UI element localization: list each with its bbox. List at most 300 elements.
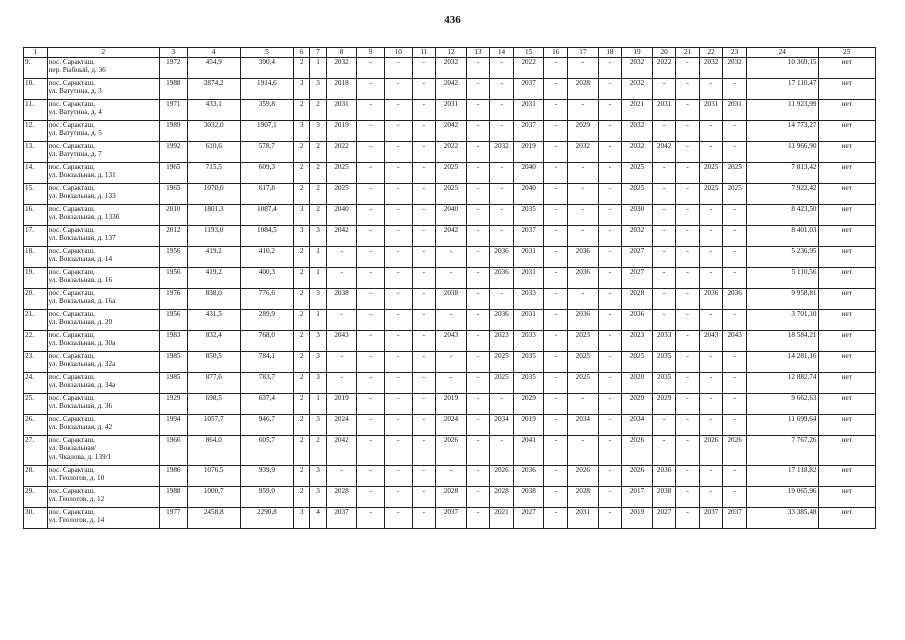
- cell-col-23: 2025: [723, 184, 747, 205]
- cell-floors: 2: [293, 373, 309, 394]
- table-row: [24, 487, 876, 508]
- cell-col-17: 2032: [567, 142, 598, 163]
- cell-col-11: -: [412, 247, 436, 268]
- cell-col-21: -: [676, 352, 700, 373]
- cell-living-area: 410,2: [240, 247, 293, 268]
- cell-col-17: -: [567, 394, 598, 415]
- cell-address: пос. Саракташ, ул. Вокзальная, д. 32а: [47, 352, 160, 373]
- cell-col-17: -: [567, 163, 598, 184]
- cell-entrances: 2: [310, 436, 326, 466]
- cell-total-area: 1070,0: [187, 184, 240, 205]
- cell-col-19: 2019: [622, 508, 653, 529]
- cell-col-22: -: [699, 247, 723, 268]
- cell-col-23: -: [723, 79, 747, 100]
- cell-col-13: -: [466, 466, 490, 487]
- cell-col-18: -: [598, 415, 622, 436]
- cell-row-number: 29.: [24, 487, 48, 508]
- cell-floors: 2: [293, 487, 309, 508]
- cell-col-10: -: [384, 508, 412, 529]
- cell-year-built: 1985: [160, 373, 188, 394]
- cell-col-12: 2040: [436, 205, 467, 226]
- cell-address: пос. Саракташ, ул. Вокзальная, д. 16: [47, 268, 160, 289]
- cell-col-8: 2037: [326, 508, 357, 529]
- cell-total-area: 877,6: [187, 373, 240, 394]
- cell-col-19: 2032: [622, 79, 653, 100]
- cell-cost: 18 584,21: [746, 331, 818, 352]
- cell-total-area: 431,5: [187, 310, 240, 331]
- cell-col-22: 2037: [699, 508, 723, 529]
- cell-col-10: -: [384, 184, 412, 205]
- cell-col-23: 2037: [723, 508, 747, 529]
- cell-col-21: -: [676, 415, 700, 436]
- cell-floors: 2: [293, 310, 309, 331]
- cell-col-8: 2018: [326, 79, 357, 100]
- cell-col-12: 2025: [436, 163, 467, 184]
- cell-col-19: 2030: [622, 205, 653, 226]
- cell-col-20: 2027: [652, 508, 676, 529]
- cell-col-9: -: [357, 79, 385, 100]
- cell-col-15: 2033: [513, 331, 544, 352]
- cell-col-14: 2026: [490, 466, 514, 487]
- cell-floors: 2: [293, 352, 309, 373]
- column-header-16: 16: [544, 48, 568, 58]
- cell-col-13: -: [466, 415, 490, 436]
- cell-col-21: -: [676, 289, 700, 310]
- cell-col-12: 2042: [436, 226, 467, 247]
- cell-col-15: 2036: [513, 466, 544, 487]
- cell-total-area: 838,0: [187, 289, 240, 310]
- cell-col-11: -: [412, 79, 436, 100]
- cell-col-9: -: [357, 508, 385, 529]
- cell-entrances: 1: [310, 58, 326, 79]
- cell-cost: 17 110,47: [746, 79, 818, 100]
- cell-col-8: 2042: [326, 436, 357, 466]
- cell-col-10: -: [384, 415, 412, 436]
- cell-floors: 2: [293, 100, 309, 121]
- cell-col-10: -: [384, 289, 412, 310]
- cell-col-21: -: [676, 100, 700, 121]
- cell-col-18: -: [598, 331, 622, 352]
- cell-address: пос. Саракташ, ул. Вокзальная, д. 34а: [47, 373, 160, 394]
- cell-living-area: 609,3: [240, 163, 293, 184]
- column-header-23: 23: [723, 48, 747, 58]
- cell-col-23: -: [723, 121, 747, 142]
- cell-total-area: 1000,7: [187, 487, 240, 508]
- cell-address: пос. Саракташ, ул. Вокзальная, д. 131: [47, 163, 160, 184]
- cell-row-number: 24.: [24, 373, 48, 394]
- cell-col-25: нет: [818, 331, 876, 352]
- cell-col-14: 2025: [490, 373, 514, 394]
- cell-col-22: 2032: [699, 58, 723, 79]
- cell-col-14: -: [490, 436, 514, 466]
- cell-col-9: -: [357, 205, 385, 226]
- table-row: [24, 226, 876, 247]
- cell-address: пос. Саракташ, ул. Вокзальная, д. 133: [47, 184, 160, 205]
- cell-col-22: -: [699, 226, 723, 247]
- table-row: [24, 373, 876, 394]
- cell-col-15: 2035: [513, 373, 544, 394]
- cell-col-20: 2033: [652, 331, 676, 352]
- cell-col-19: 2026: [622, 466, 653, 487]
- cell-year-built: 1956: [160, 268, 188, 289]
- cell-entrances: 2: [310, 163, 326, 184]
- cell-year-built: 1929: [160, 394, 188, 415]
- cell-total-area: 3032,0: [187, 121, 240, 142]
- cell-living-area: 1907,1: [240, 121, 293, 142]
- cell-col-18: -: [598, 508, 622, 529]
- cell-floors: 2: [293, 466, 309, 487]
- cell-col-14: -: [490, 226, 514, 247]
- cell-col-25: нет: [818, 373, 876, 394]
- cell-col-15: 2031: [513, 100, 544, 121]
- cell-col-23: -: [723, 352, 747, 373]
- cell-col-22: -: [699, 415, 723, 436]
- cell-cost: 10 369,15: [746, 58, 818, 79]
- cell-row-number: 20.: [24, 289, 48, 310]
- cell-year-built: 1965: [160, 163, 188, 184]
- cell-col-14: 2021: [490, 508, 514, 529]
- cell-col-14: 2036: [490, 268, 514, 289]
- cell-col-19: 2034: [622, 415, 653, 436]
- cell-address: пос. Саракташ, ул. Геологов, д. 14: [47, 508, 160, 529]
- cell-col-16: -: [544, 142, 568, 163]
- cell-col-25: нет: [818, 436, 876, 466]
- cell-col-25: нет: [818, 466, 876, 487]
- cell-col-8: 2019: [326, 394, 357, 415]
- cell-col-10: -: [384, 205, 412, 226]
- column-header-11: 11: [412, 48, 436, 58]
- cell-floors: 2: [293, 163, 309, 184]
- cell-col-23: -: [723, 487, 747, 508]
- cell-col-20: 2035: [652, 373, 676, 394]
- cell-address: пос. Саракташ, ул. Ватутина, д. 5: [47, 121, 160, 142]
- cell-floors: 2: [293, 247, 309, 268]
- cell-col-19: 2027: [622, 247, 653, 268]
- cell-col-20: -: [652, 184, 676, 205]
- column-header-5: 5: [240, 48, 293, 58]
- cell-col-16: -: [544, 352, 568, 373]
- cell-col-20: 2036: [652, 466, 676, 487]
- cell-year-built: 1976: [160, 289, 188, 310]
- cell-year-built: 1983: [160, 331, 188, 352]
- cell-col-22: -: [699, 268, 723, 289]
- cell-col-8: 2019: [326, 121, 357, 142]
- cell-col-23: -: [723, 373, 747, 394]
- cell-col-8: 2024: [326, 415, 357, 436]
- cell-address: пос. Саракташ, ул. Геологов, д. 12: [47, 487, 160, 508]
- cell-col-16: -: [544, 163, 568, 184]
- cell-floors: 2: [293, 268, 309, 289]
- cell-col-14: -: [490, 394, 514, 415]
- cell-col-17: -: [567, 100, 598, 121]
- cell-col-16: -: [544, 373, 568, 394]
- cell-col-18: -: [598, 58, 622, 79]
- cell-col-21: -: [676, 58, 700, 79]
- cell-col-8: -: [326, 466, 357, 487]
- cell-col-10: -: [384, 466, 412, 487]
- cell-col-11: -: [412, 415, 436, 436]
- cell-col-13: -: [466, 79, 490, 100]
- cell-living-area: 939,9: [240, 466, 293, 487]
- cell-living-area: 359,8: [240, 100, 293, 121]
- cell-entrances: 3: [310, 79, 326, 100]
- cell-year-built: 1994: [160, 415, 188, 436]
- cell-address: пос. Саракташ, ул. Вокзальная/ ул. Чкалова, д. 139/1: [47, 436, 160, 466]
- column-header-24: 24: [746, 48, 818, 58]
- cell-col-17: 2025: [567, 352, 598, 373]
- cell-col-9: -: [357, 226, 385, 247]
- cell-col-16: -: [544, 331, 568, 352]
- cell-col-18: -: [598, 394, 622, 415]
- cell-col-16: -: [544, 247, 568, 268]
- cell-col-18: -: [598, 487, 622, 508]
- cell-col-17: -: [567, 289, 598, 310]
- cell-col-15: 2037: [513, 79, 544, 100]
- cell-col-10: -: [384, 79, 412, 100]
- cell-year-built: 1972: [160, 58, 188, 79]
- column-header-13: 13: [466, 48, 490, 58]
- cell-cost: 17 118,82: [746, 466, 818, 487]
- cell-col-20: -: [652, 79, 676, 100]
- cell-col-15: 2019: [513, 142, 544, 163]
- cell-col-10: -: [384, 58, 412, 79]
- cell-col-15: 2031: [513, 247, 544, 268]
- cell-col-9: -: [357, 142, 385, 163]
- cell-row-number: 27.: [24, 436, 48, 466]
- cell-address: пос. Саракташ, ул. Вокзальная, д. 16а: [47, 289, 160, 310]
- cell-cost: 7 767,26: [746, 436, 818, 466]
- cell-col-21: -: [676, 205, 700, 226]
- cell-col-14: -: [490, 79, 514, 100]
- cell-col-11: -: [412, 121, 436, 142]
- cell-col-23: -: [723, 310, 747, 331]
- cell-col-16: -: [544, 184, 568, 205]
- cell-col-20: 2022: [652, 58, 676, 79]
- cell-floors: 3: [293, 121, 309, 142]
- cell-col-17: -: [567, 58, 598, 79]
- cell-col-23: -: [723, 394, 747, 415]
- cell-col-17: 2036: [567, 247, 598, 268]
- cell-entrances: 3: [310, 466, 326, 487]
- cell-col-18: -: [598, 466, 622, 487]
- cell-col-17: 2025: [567, 373, 598, 394]
- cell-floors: 2: [293, 415, 309, 436]
- cell-col-23: 2043: [723, 331, 747, 352]
- cell-entrances: 1: [310, 394, 326, 415]
- table-row: [24, 466, 876, 487]
- cell-col-13: -: [466, 205, 490, 226]
- cell-col-22: -: [699, 205, 723, 226]
- cell-col-17: -: [567, 184, 598, 205]
- cell-col-17: -: [567, 205, 598, 226]
- cell-col-16: -: [544, 100, 568, 121]
- cell-col-12: -: [436, 268, 467, 289]
- column-header-7: 7: [310, 48, 326, 58]
- cell-col-14: 2032: [490, 142, 514, 163]
- cell-col-14: 2034: [490, 415, 514, 436]
- cell-col-8: -: [326, 268, 357, 289]
- cell-col-21: -: [676, 226, 700, 247]
- cell-col-11: -: [412, 373, 436, 394]
- cell-col-19: 2023: [622, 331, 653, 352]
- cell-cost: 8 401,03: [746, 226, 818, 247]
- column-header-18: 18: [598, 48, 622, 58]
- cell-col-15: 2035: [513, 352, 544, 373]
- table-row: [24, 184, 876, 205]
- cell-col-17: 2029: [567, 121, 598, 142]
- cell-col-10: -: [384, 373, 412, 394]
- cell-cost: 12 882,74: [746, 373, 818, 394]
- cell-col-16: -: [544, 226, 568, 247]
- cell-entrances: 2: [310, 205, 326, 226]
- cell-col-12: 2028: [436, 487, 467, 508]
- cell-floors: 2: [293, 184, 309, 205]
- table-row: [24, 205, 876, 226]
- cell-floors: 3: [293, 508, 309, 529]
- cell-col-11: -: [412, 487, 436, 508]
- cell-total-area: 1193,0: [187, 226, 240, 247]
- cell-address: пос. Саракташ, ул. Вокзальная, д. 20: [47, 310, 160, 331]
- cell-total-area: 1057,7: [187, 415, 240, 436]
- cell-col-16: -: [544, 394, 568, 415]
- cell-year-built: 1989: [160, 121, 188, 142]
- cell-total-area: 864,0: [187, 436, 240, 466]
- cell-col-14: -: [490, 205, 514, 226]
- cell-col-16: -: [544, 58, 568, 79]
- cell-col-14: 2036: [490, 247, 514, 268]
- cell-row-number: 30.: [24, 508, 48, 529]
- cell-col-8: 2038: [326, 289, 357, 310]
- cell-col-23: 2032: [723, 58, 747, 79]
- cell-col-21: -: [676, 373, 700, 394]
- cell-floors: 2: [293, 142, 309, 163]
- cell-row-number: 21.: [24, 310, 48, 331]
- cell-entrances: 1: [310, 268, 326, 289]
- cell-cost: 14 281,16: [746, 352, 818, 373]
- cell-total-area: 433,1: [187, 100, 240, 121]
- cell-floors: 2: [293, 58, 309, 79]
- table-row: [24, 436, 876, 466]
- cell-col-15: 2038: [513, 487, 544, 508]
- cell-row-number: 28.: [24, 466, 48, 487]
- cell-col-10: -: [384, 247, 412, 268]
- cell-total-area: 715,5: [187, 163, 240, 184]
- cell-col-8: 2025: [326, 163, 357, 184]
- cell-col-22: 2036: [699, 289, 723, 310]
- cell-col-8: 2022: [326, 142, 357, 163]
- cell-col-25: нет: [818, 142, 876, 163]
- column-header-12: 12: [436, 48, 467, 58]
- cell-cost: 14 773,27: [746, 121, 818, 142]
- cell-col-17: 2023: [567, 331, 598, 352]
- cell-col-11: -: [412, 466, 436, 487]
- cell-col-8: 2025: [326, 184, 357, 205]
- cell-col-21: -: [676, 163, 700, 184]
- cell-living-area: 1087,4: [240, 205, 293, 226]
- cell-col-25: нет: [818, 289, 876, 310]
- cell-col-12: 2026: [436, 436, 467, 466]
- cell-living-area: 783,7: [240, 373, 293, 394]
- cell-floors: 3: [293, 79, 309, 100]
- cell-year-built: 1988: [160, 79, 188, 100]
- cell-col-19: 2032: [622, 226, 653, 247]
- cell-col-22: 2026: [699, 436, 723, 466]
- cell-col-17: 2031: [567, 508, 598, 529]
- cell-year-built: 1971: [160, 100, 188, 121]
- cell-col-9: -: [357, 289, 385, 310]
- cell-col-13: -: [466, 142, 490, 163]
- cell-floors: 2: [293, 394, 309, 415]
- column-header-14: 14: [490, 48, 514, 58]
- cell-row-number: 22.: [24, 331, 48, 352]
- cell-col-22: -: [699, 394, 723, 415]
- cell-col-19: 2027: [622, 268, 653, 289]
- cell-col-15: 2019: [513, 415, 544, 436]
- cell-col-22: -: [699, 79, 723, 100]
- cell-col-12: 2032: [436, 58, 467, 79]
- cell-address: пос. Саракташ, ул. Вокзальная, д. 30а: [47, 331, 160, 352]
- cell-col-13: -: [466, 226, 490, 247]
- cell-col-25: нет: [818, 310, 876, 331]
- cell-col-12: -: [436, 352, 467, 373]
- column-header-9: 9: [357, 48, 385, 58]
- column-header-22: 22: [699, 48, 723, 58]
- cell-col-10: -: [384, 394, 412, 415]
- cell-floors: 2: [293, 289, 309, 310]
- cell-col-12: -: [436, 466, 467, 487]
- cell-col-22: 2043: [699, 331, 723, 352]
- cell-total-area: 454,9: [187, 58, 240, 79]
- cell-col-15: 2041: [513, 436, 544, 466]
- cell-col-11: -: [412, 226, 436, 247]
- cell-col-17: -: [567, 436, 598, 466]
- cell-col-17: -: [567, 226, 598, 247]
- cell-col-9: -: [357, 331, 385, 352]
- cell-entrances: 3: [310, 352, 326, 373]
- cell-address: пос. Саракташ, ул. Вокзальная, д. 42: [47, 415, 160, 436]
- table-row: [24, 508, 876, 529]
- cell-col-12: 2037: [436, 508, 467, 529]
- cell-col-20: -: [652, 415, 676, 436]
- cell-col-22: -: [699, 466, 723, 487]
- cell-col-11: -: [412, 331, 436, 352]
- cell-col-21: -: [676, 184, 700, 205]
- cell-col-20: 2029: [652, 394, 676, 415]
- cell-col-8: -: [326, 352, 357, 373]
- cell-col-10: -: [384, 121, 412, 142]
- column-header-20: 20: [652, 48, 676, 58]
- cell-col-10: -: [384, 310, 412, 331]
- cell-col-12: 2042: [436, 79, 467, 100]
- cell-col-21: -: [676, 331, 700, 352]
- cell-col-21: -: [676, 436, 700, 466]
- cell-col-19: 2021: [622, 100, 653, 121]
- cell-col-18: -: [598, 289, 622, 310]
- cell-row-number: 10.: [24, 79, 48, 100]
- cell-cost: 8 423,50: [746, 205, 818, 226]
- cell-year-built: 1992: [160, 142, 188, 163]
- column-header-3: 3: [160, 48, 188, 58]
- cell-col-11: -: [412, 205, 436, 226]
- cell-entrances: 2: [310, 142, 326, 163]
- cell-col-10: -: [384, 142, 412, 163]
- cell-col-9: -: [357, 247, 385, 268]
- cell-col-11: -: [412, 184, 436, 205]
- cell-col-22: 2025: [699, 184, 723, 205]
- cell-col-19: 2032: [622, 58, 653, 79]
- cell-col-23: 2025: [723, 163, 747, 184]
- cell-year-built: 1988: [160, 487, 188, 508]
